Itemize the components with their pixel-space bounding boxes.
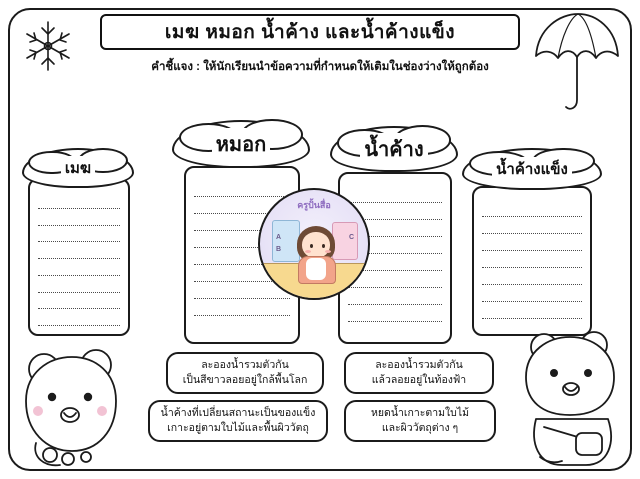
illustration-eye-left (310, 244, 313, 248)
center-badge-text: ครูปั้นสื่อ (297, 200, 331, 210)
illustration-eye-right (322, 244, 325, 248)
answer-box-1[interactable] (28, 178, 130, 336)
illustration-letter-c: C (348, 234, 354, 241)
answer-line[interactable] (38, 226, 120, 243)
answer-line[interactable] (482, 285, 582, 302)
answer-line[interactable] (38, 309, 120, 326)
statement-box-2[interactable] (344, 352, 494, 394)
cloud-label-3 (330, 126, 458, 172)
illustration-face (302, 232, 330, 258)
answer-line[interactable] (482, 234, 582, 251)
bear-icon (14, 331, 134, 471)
statement-line: น้ำค้างที่เปลี่ยนสถานะเป็นของแข็ง (160, 406, 316, 419)
illustration-chart-left (272, 220, 300, 262)
answer-line[interactable] (38, 209, 120, 226)
illustration-blush-right (325, 250, 331, 253)
illustration-blush-left (305, 250, 311, 253)
statement-line: ละอองน้ำรวมตัวกัน (201, 358, 289, 371)
answer-line[interactable] (482, 302, 582, 319)
statement-line: หยดน้ำเกาะตามใบไม้ (370, 406, 470, 419)
umbrella-icon (528, 8, 624, 116)
answer-line[interactable] (194, 299, 290, 316)
answer-line[interactable] (348, 305, 442, 322)
illustration-chart-right (332, 222, 358, 260)
statement-line: และผิววัตถุต่าง ๆ (381, 422, 459, 434)
column-3-label: น้ำค้าง (360, 133, 427, 165)
answer-line[interactable] (38, 276, 120, 293)
column-4-label: น้ำค้างแข็ง (492, 157, 572, 181)
snowflake-icon (18, 16, 78, 76)
statement-line: ละอองน้ำรวมตัวกัน (375, 358, 463, 371)
answer-line[interactable] (482, 251, 582, 268)
illustration-shirt (306, 258, 326, 280)
page-title (100, 14, 520, 50)
answer-line[interactable] (194, 180, 290, 197)
statement-line: เป็นสีขาวลอยอยู่ใกล้พื้นโลก (182, 374, 308, 386)
answer-box-4[interactable] (472, 186, 592, 336)
answer-line[interactable] (38, 242, 120, 259)
answer-line[interactable] (482, 268, 582, 285)
bear-icon (510, 323, 630, 473)
statement-line: เกาะอยู่ตามใบไม้และพื้นผิววัตถุ (167, 422, 309, 434)
illustration-letter-b: B (276, 246, 282, 253)
cloud-label-2 (172, 120, 310, 168)
statement-box-3[interactable] (148, 400, 328, 442)
cloud-label-4 (462, 148, 602, 190)
statement-line: แล้วลอยอยู่ในท้องฟ้า (371, 374, 467, 386)
answer-line[interactable] (38, 293, 120, 310)
teacher-illustration (258, 188, 370, 300)
instruction-text: คำชี้แจง : ให้นักเรียนนำข้อความที่กำหนดให้เติมในช่องว่างให้ถูกต้อง (151, 61, 489, 73)
statement-box-4[interactable] (344, 400, 496, 442)
page-title-text: เมฆ หมอก น้ำค้าง และน้ำค้างแข็ง (164, 22, 456, 43)
column-2-label: หมอก (212, 128, 271, 160)
answer-line[interactable] (482, 200, 582, 217)
illustration-letter-a: A (276, 234, 282, 241)
statement-box-1[interactable] (166, 352, 324, 394)
answer-line[interactable] (38, 259, 120, 276)
answer-line[interactable] (482, 217, 582, 234)
cloud-label-1 (22, 148, 134, 188)
answer-line[interactable] (38, 192, 120, 209)
column-1-label: เมฆ (61, 156, 95, 180)
